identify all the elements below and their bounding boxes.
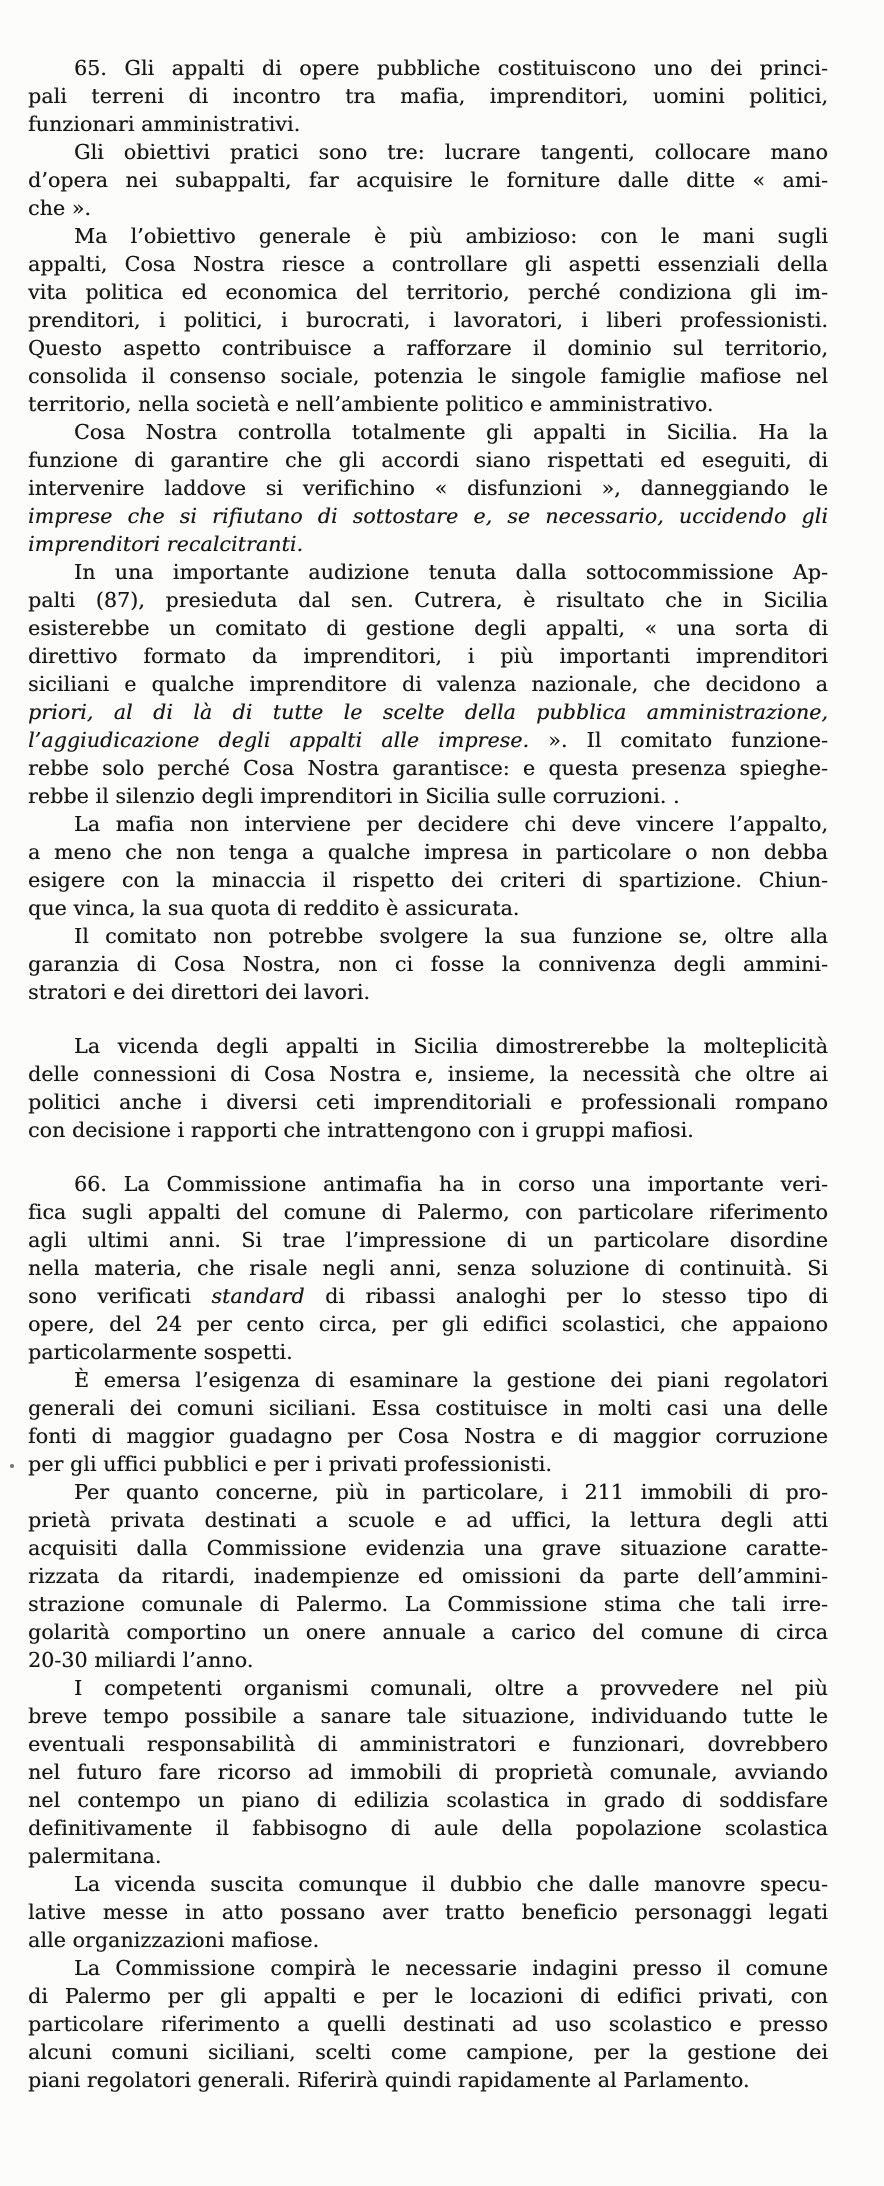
text-run: lative messe in atto possano aver tratto beneficio personaggi legati	[28, 1900, 828, 1924]
text-run: particolarmente sospetti.	[28, 1340, 293, 1364]
text-run: politici anche i diversi ceti imprenditoriali e professionali rompano	[28, 1090, 828, 1114]
text-line	[28, 1814, 828, 1842]
text-line	[28, 1226, 828, 1254]
paragraph	[28, 418, 828, 558]
italic-text: standard	[211, 1284, 305, 1308]
paragraph	[28, 1954, 828, 2094]
text-run: palti (87), presieduta dal sen. Cutrera, è risultato che in Sicilia	[28, 588, 828, 612]
text-line	[28, 2010, 828, 2038]
text-run: delle connessioni di Cosa Nostra e, insieme, la necessità che oltre ai	[28, 1062, 828, 1086]
text-line	[28, 670, 828, 698]
text-run: eventuali responsabilità di amministratori e funzionari, dovrebbero	[28, 1732, 828, 1756]
text-line	[28, 502, 828, 530]
text-run: vita politica ed economica del territorio, perché condiziona gli im-	[28, 280, 828, 304]
text-line	[28, 138, 828, 166]
text-line	[28, 1282, 828, 1310]
text-run: sono verificati	[28, 1284, 212, 1308]
text-run: La vicenda suscita comunque il dubbio che dalle manovre specu-	[74, 1872, 828, 1896]
text-line	[28, 1060, 828, 1088]
text-line	[28, 866, 828, 894]
text-line	[28, 474, 828, 502]
text-line	[28, 698, 828, 726]
text-run: alle organizzazioni mafiose.	[28, 1928, 320, 1952]
text-run: La vicenda degli appalti in Sicilia dimostrerebbe la molteplicità	[74, 1034, 828, 1058]
paragraph	[28, 54, 828, 138]
text-line	[28, 446, 828, 474]
text-line	[28, 1786, 828, 1814]
text-run: per gli uffici pubblici e per i privati professionisti.	[28, 1452, 552, 1476]
text-line	[28, 334, 828, 362]
text-line	[28, 530, 828, 558]
text-line	[28, 950, 828, 978]
text-run: consolida il consenso sociale, potenzia le singole famiglie mafiose nel	[28, 364, 828, 388]
text-run: ». Il comitato funzione-	[529, 728, 828, 752]
text-line	[28, 1310, 828, 1338]
text-run: In una importante audizione tenuta dalla sottocommissione Ap-	[74, 560, 828, 584]
text-line	[28, 1730, 828, 1758]
text-line	[28, 894, 828, 922]
text-line	[28, 278, 828, 306]
text-line	[28, 1338, 828, 1366]
text-run: particolare riferimento a quelli destinati ad uso scolastico e presso	[28, 2012, 828, 2036]
text-run: prenditori, i politici, i burocrati, i lavoratori, i liberi professionisti.	[28, 308, 828, 332]
text-line	[28, 1898, 828, 1926]
text-run: Ma l’obiettivo generale è più ambizioso: con le mani sugli	[74, 224, 828, 248]
paragraph	[28, 558, 828, 810]
text-run: intervenire laddove si verifichino « disfunzioni », danneggiando le	[28, 476, 828, 500]
text-run: a meno che non tenga a qualche impresa in particolare o non debba	[28, 840, 828, 864]
text-line	[28, 362, 828, 390]
text-line	[28, 390, 828, 418]
text-run: rizzata da ritardi, inadempienze ed omissioni da parte dell’ammini-	[28, 1564, 828, 1588]
text-run: È emersa l’esigenza di esaminare la gestione dei piani regolatori	[74, 1368, 828, 1392]
text-run: d’opera nei subappalti, far acquisire le forniture dalle ditte « ami-	[28, 168, 828, 192]
text-line	[28, 2038, 828, 2066]
text-line	[28, 1422, 828, 1450]
text-line	[28, 1618, 828, 1646]
text-line	[28, 1982, 828, 2010]
text-run: Il comitato non potrebbe svolgere la sua funzione se, oltre alla	[74, 924, 828, 948]
paragraph	[28, 1170, 828, 1366]
text-run: Cosa Nostra controlla totalmente gli appalti in Sicilia. Ha la	[74, 420, 828, 444]
text-run: definitivamente il fabbisogno di aule della popolazione scolastica	[28, 1816, 828, 1840]
text-run: nella materia, che risale negli anni, senza soluzione di continuità. Si	[28, 1256, 828, 1280]
text-line	[28, 222, 828, 250]
text-line	[28, 1702, 828, 1730]
text-line	[28, 1198, 828, 1226]
text-run: con decisione i rapporti che intrattengono con i gruppi mafiosi.	[28, 1118, 694, 1142]
text-line	[28, 810, 828, 838]
italic-text: priori, al di là di tutte le scelte della pubblica amministrazione,	[28, 700, 828, 724]
text-column	[28, 54, 828, 2094]
text-line	[28, 978, 828, 1006]
text-run: rebbe solo perché Cosa Nostra garantisce: e questa presenza spieghe-	[28, 756, 828, 780]
text-line	[28, 1590, 828, 1618]
text-line	[28, 1646, 828, 1674]
italic-text: imprenditori recalcitranti.	[28, 532, 304, 556]
text-line	[28, 1032, 828, 1060]
text-line	[28, 1674, 828, 1702]
text-run: palermitana.	[28, 1844, 162, 1868]
paragraph	[28, 222, 828, 418]
paragraph	[28, 922, 828, 1006]
text-line	[28, 586, 828, 614]
text-run: stratori e dei direttori dei lavori.	[28, 980, 371, 1004]
text-line	[28, 1842, 828, 1870]
text-run: opere, del 24 per cento circa, per gli edifici scolastici, che appaiono	[28, 1312, 828, 1336]
text-run: nel futuro fare ricorso ad immobili di proprietà comunale, avviando	[28, 1760, 828, 1784]
paragraph	[28, 1674, 828, 1870]
paragraph	[28, 810, 828, 922]
text-line	[28, 1366, 828, 1394]
text-run: Per quanto concerne, più in particolare, i 211 immobili di pro-	[74, 1480, 828, 1504]
text-run: fonti di maggior guadagno per Cosa Nostra e di maggior corruzione	[28, 1424, 828, 1448]
text-run: di ribassi analoghi per lo stesso tipo di	[304, 1284, 828, 1308]
text-line	[28, 54, 828, 82]
text-run: che ».	[28, 196, 91, 220]
text-line	[28, 1870, 828, 1898]
text-run: rebbe il silenzio degli imprenditori in Sicilia sulle corruzioni. .	[28, 784, 680, 808]
text-run: piani regolatori generali. Riferirà quindi rapidamente al Parlamento.	[28, 2068, 750, 2092]
text-run: funzionari amministrativi.	[28, 112, 301, 136]
text-line	[28, 110, 828, 138]
text-line	[28, 2066, 828, 2094]
paragraph	[28, 1032, 828, 1144]
text-run: appalti, Cosa Nostra riesce a controllare gli aspetti essenziali della	[28, 252, 828, 276]
text-line	[28, 1170, 828, 1198]
text-run: generali dei comuni siciliani. Essa costituisce in molti casi una delle	[28, 1396, 828, 1420]
text-line	[28, 1478, 828, 1506]
text-run: La mafia non interviene per decidere chi deve vincere l’appalto,	[74, 812, 828, 836]
text-run: Questo aspetto contribuisce a rafforzare il dominio sul territorio,	[28, 336, 828, 360]
text-line	[28, 194, 828, 222]
text-line	[28, 1116, 828, 1144]
text-run: esigere con la minaccia il rispetto dei criteri di spartizione. Chiun-	[28, 868, 828, 892]
text-run: prietà privata destinati a scuole e ad uffici, la lettura degli atti	[28, 1508, 828, 1532]
text-run: siciliani e qualche imprenditore di valenza nazionale, che decidono a	[28, 672, 828, 696]
text-run: strazione comunale di Palermo. La Commissione stima che tali irre-	[28, 1592, 828, 1616]
text-line	[28, 306, 828, 334]
text-line	[28, 1926, 828, 1954]
text-line	[28, 1534, 828, 1562]
paragraph	[28, 138, 828, 222]
text-line	[28, 922, 828, 950]
text-run: nel contempo un piano di edilizia scolastica in grado di soddisfare	[28, 1788, 828, 1812]
text-line	[28, 1758, 828, 1786]
text-run: que vinca, la sua quota di reddito è assicurata.	[28, 896, 520, 920]
text-line	[28, 82, 828, 110]
text-run: esisterebbe un comitato di gestione degli appalti, « una sorta di	[28, 616, 828, 640]
paragraph	[28, 1478, 828, 1674]
text-line	[28, 642, 828, 670]
text-line	[28, 1506, 828, 1534]
text-run: fica sugli appalti del comune di Palermo, con particolare riferimento	[28, 1200, 828, 1224]
scan-artifact-dot	[10, 1464, 14, 1468]
text-run: Gli obiettivi pratici sono tre: lucrare tangenti, collocare mano	[74, 140, 828, 164]
text-run: 66. La Commissione antimafia ha in corso una importante veri-	[74, 1172, 828, 1196]
text-run: alcuni comuni siciliani, scelti come campione, per la gestione dei	[28, 2040, 828, 2064]
text-line	[28, 1394, 828, 1422]
text-line	[28, 782, 828, 810]
text-line	[28, 1088, 828, 1116]
text-run: breve tempo possibile a sanare tale situazione, individuando tutte le	[28, 1704, 828, 1728]
italic-text: imprese che si rifiutano di sottostare e, se necessario, uccidendo gli	[28, 504, 828, 528]
text-run: territorio, nella società e nell’ambiente politico e amministrativo.	[28, 392, 714, 416]
text-run: agli ultimi anni. Si trae l’impressione di un particolare disordine	[28, 1228, 828, 1252]
text-line	[28, 1562, 828, 1590]
text-run: pali terreni di incontro tra mafia, imprenditori, uomini politici,	[28, 84, 828, 108]
text-run: 65. Gli appalti di opere pubbliche costituiscono uno dei princi-	[74, 56, 828, 80]
text-line	[28, 166, 828, 194]
text-line	[28, 558, 828, 586]
text-line	[28, 418, 828, 446]
text-run: di Palermo per gli appalti e per le locazioni di edifici privati, con	[28, 1984, 828, 2008]
text-run: acquisiti dalla Commissione evidenzia una grave situazione caratte-	[28, 1536, 828, 1560]
text-line	[28, 1450, 828, 1478]
text-run: golarità comportino un onere annuale a carico del comune di circa	[28, 1620, 828, 1644]
text-line	[28, 838, 828, 866]
text-line	[28, 1254, 828, 1282]
text-run: direttivo formato da imprenditori, i più importanti imprenditori	[28, 644, 828, 668]
text-line	[28, 250, 828, 278]
text-run: funzione di garantire che gli accordi siano rispettati ed eseguiti, di	[28, 448, 828, 472]
italic-text: l’aggiudicazione degli appalti alle imprese.	[28, 728, 530, 752]
paragraph	[28, 1366, 828, 1478]
text-run: garanzia di Cosa Nostra, non ci fosse la connivenza degli ammini-	[28, 952, 828, 976]
text-run: I competenti organismi comunali, oltre a provvedere nel più	[74, 1676, 828, 1700]
text-run: 20-30 miliardi l’anno.	[28, 1648, 254, 1672]
paragraph	[28, 1870, 828, 1954]
text-run: La Commissione compirà le necessarie indagini presso il comune	[74, 1956, 828, 1980]
text-line	[28, 1954, 828, 1982]
text-line	[28, 614, 828, 642]
text-line	[28, 726, 828, 754]
text-line	[28, 754, 828, 782]
